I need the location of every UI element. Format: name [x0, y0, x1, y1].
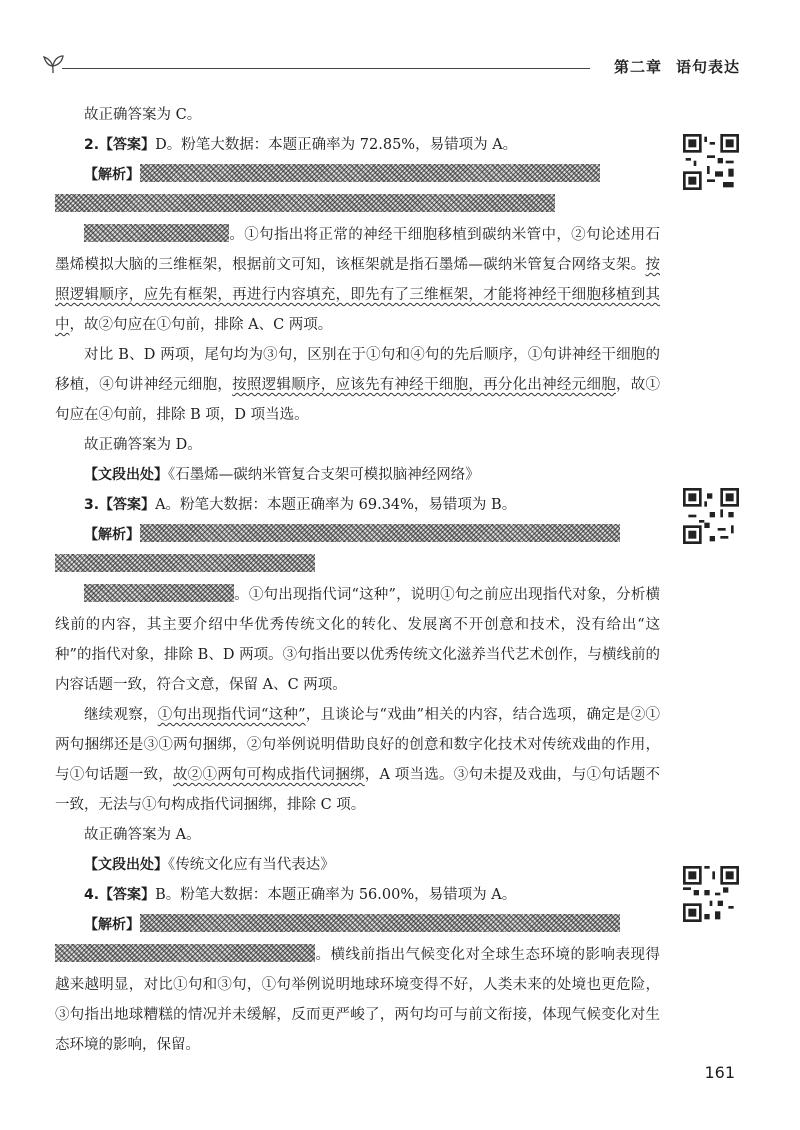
question-answer: [55, 880, 660, 910]
redacted-text: [140, 914, 620, 932]
answer-line: 故正确答案为 C。: [84, 107, 202, 123]
redacted-text: [84, 224, 229, 242]
analysis-paragraph: [55, 220, 660, 340]
chapter-number: 第二章: [613, 58, 662, 76]
answer-label: 2.【答案】: [84, 137, 156, 153]
redacted-text: [84, 584, 234, 602]
analysis-paragraph: [55, 580, 660, 700]
answer-line: 故正确答案为 D。: [84, 437, 202, 453]
redacted-line: [55, 190, 660, 220]
source-label: 【文段出处】: [84, 467, 168, 483]
header-rule-bold: [580, 68, 590, 69]
analysis-paragraph: [55, 940, 660, 1060]
redacted-text: [140, 164, 600, 182]
answer-text: B。粉笔大数据：本题正确率为 56.00%，易错项为 A。: [155, 887, 517, 903]
qr-code-icon: [683, 134, 739, 190]
source-line: [55, 460, 660, 490]
answer-label: 3.【答案】: [84, 497, 156, 513]
analysis-paragraph: [55, 340, 660, 430]
paragraph-text: 。①句指出将正常的神经干细胞移植到碳纳米管中，②句论述用石墨烯模拟大脑的三维框架，根据前文可知，该框架就是指石墨烯—碳纳米管复合网络支架。: [55, 227, 660, 273]
answer-line: 故正确答案为 A。: [84, 827, 201, 843]
analysis-label: 【解析】: [84, 917, 140, 933]
answer-text: A。粉笔大数据：本题正确率为 69.34%，易错项为 B。: [155, 497, 517, 513]
source-title: 《传统文化应有当代表达》: [168, 857, 335, 873]
answer-label: 4.【答案】: [84, 887, 156, 903]
redacted-text: [55, 944, 315, 962]
answer-explanations: [55, 100, 660, 1060]
analysis-heading: [55, 910, 660, 940]
source-line: [55, 850, 660, 880]
redacted-text: [55, 194, 555, 212]
paragraph-text: 继续观察，: [84, 707, 158, 723]
chapter-title: [614, 56, 740, 77]
section-title: 语句表达: [675, 58, 740, 76]
source-title: 《石墨烯—碳纳米管复合支架可模拟脑神经网络》: [168, 467, 480, 483]
redacted-line: [55, 550, 660, 580]
analysis-heading: [55, 160, 660, 190]
leaf-icon: [40, 48, 66, 74]
paragraph-text: 。①句出现指代词“这种”，说明①句之前应出现指代对象，分析横线前的内容，其主要介绍中华优秀传统文化的转化、发展离不开创意和技术，没有给出“这种”的指代对象，排除 B、D 两项。③句指出要以优秀传统文化滋养当代艺术创作，与横线前的内容话题一致，符合文意，保留 A、C 两项。: [55, 587, 660, 693]
redacted-text: [140, 524, 620, 542]
page-header: [40, 44, 740, 84]
analysis-label: 【解析】: [84, 527, 140, 543]
analysis-paragraph: [55, 700, 660, 820]
page-number: 161: [704, 1063, 735, 1082]
paragraph-text: ，故②句应在①句前，排除 A、C 两项。: [69, 317, 333, 333]
redacted-text: [55, 554, 315, 572]
paragraph-text: ，且谈论与“戏曲”相关的内容，结合选项，确定是②①两句捆绑还是③①两句捆绑，②句举例说明借助良好的创意和数字化技术对传统戏曲的作用，与①句话题一致，: [55, 707, 661, 783]
emphasis-text: ①句出现指代词“这种”: [157, 707, 306, 723]
paragraph-text: 。横线前指出气候变化对全球生态环境的影响表现得越来越明显，对比①句和③句，①句举例说明地球环境变得不好，人类未来的处境也更危险，③句指出地球糟糕的情况并未缓解，反而更严峻了，两句均可与前文衔接，体现气候变化对生态环境的影响，保留。: [55, 947, 660, 1053]
emphasis-text: 故②①两句可构成指代词捆绑: [172, 767, 365, 783]
paragraph-text: ，A 项当选。③句未提及戏曲，与①句话题不一致，无法与①句构成指代词捆绑，排除 C 项。: [55, 767, 660, 813]
source-label: 【文段出处】: [84, 857, 168, 873]
question-answer: [55, 490, 660, 520]
header-rule: [62, 68, 580, 69]
emphasis-text: 按照逻辑顺序，应该先有神经干细胞，再分化出神经元细胞: [232, 377, 616, 393]
qr-code-icon: [683, 488, 739, 544]
question-answer: [55, 130, 660, 160]
qr-code-icon: [683, 866, 739, 922]
paragraph-text: ，故①句应在④句前，排除 B 项，D 项当选。: [55, 377, 661, 423]
analysis-heading: [55, 520, 660, 550]
answer-text: D。粉笔大数据：本题正确率为 72.85%，易错项为 A。: [155, 137, 518, 153]
paragraph-text: 对比 B、D 两项，尾句均为③句，区别在于①句和④句的先后顺序，①句讲神经干细胞的移植，④句讲神经元细胞，: [55, 347, 660, 393]
analysis-label: 【解析】: [84, 167, 140, 183]
emphasis-text: 按照逻辑顺序，应先有框架，再进行内容填充，即先有了三维框架，才能将神经干细胞移植到其中: [55, 257, 660, 333]
